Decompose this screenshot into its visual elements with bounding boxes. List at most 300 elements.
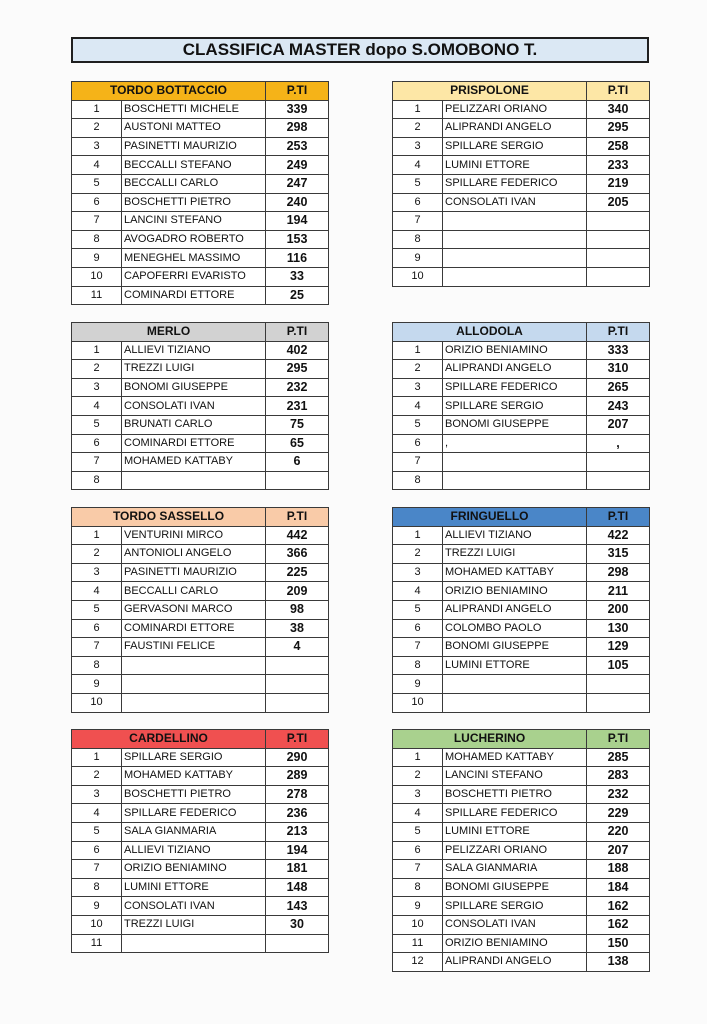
table-row — [72, 934, 329, 953]
name-cell: MOHAMED KATTABY — [443, 748, 587, 767]
points-cell: 188 — [587, 860, 650, 879]
points-cell: 184 — [587, 878, 650, 897]
page-title: CLASSIFICA MASTER dopo S.OMOBONO T. — [71, 37, 649, 63]
table-row — [393, 526, 650, 545]
position-cell: 2 — [393, 545, 443, 564]
name-cell: TREZZI LUIGI — [122, 915, 266, 934]
name-cell: TREZZI LUIGI — [122, 360, 266, 379]
name-cell — [443, 693, 587, 712]
position-cell: 2 — [72, 545, 122, 564]
position-cell: 7 — [72, 453, 122, 472]
table-row — [72, 860, 329, 879]
table-row — [393, 915, 650, 934]
table-header — [393, 82, 650, 101]
points-cell: 233 — [587, 156, 650, 175]
category-name: CARDELLINO — [72, 730, 266, 749]
position-cell: 10 — [393, 915, 443, 934]
table-allodola — [392, 322, 650, 490]
position-cell: 6 — [72, 841, 122, 860]
name-cell: LUMINI ETTORE — [443, 656, 587, 675]
name-cell: BONOMI GIUSEPPE — [443, 415, 587, 434]
table-merlo — [71, 322, 329, 490]
name-cell: MOHAMED KATTABY — [443, 563, 587, 582]
position-cell: 5 — [72, 174, 122, 193]
points-cell: 265 — [587, 378, 650, 397]
points-cell: 243 — [587, 397, 650, 416]
points-header: P.TI — [587, 323, 650, 342]
name-cell — [122, 471, 266, 490]
position-cell: 6 — [72, 619, 122, 638]
table-row — [72, 638, 329, 657]
table-row — [393, 785, 650, 804]
position-cell: 4 — [393, 397, 443, 416]
points-cell: 232 — [266, 378, 329, 397]
points-cell: 295 — [266, 360, 329, 379]
points-cell — [587, 212, 650, 231]
name-cell: FAUSTINI FELICE — [122, 638, 266, 657]
name-cell — [443, 267, 587, 286]
name-cell: , — [443, 434, 587, 453]
points-cell: 315 — [587, 545, 650, 564]
name-cell: SPILLARE FEDERICO — [443, 174, 587, 193]
table-row — [393, 193, 650, 212]
position-cell: 7 — [393, 453, 443, 472]
points-cell: 148 — [266, 878, 329, 897]
name-cell: CONSOLATI IVAN — [443, 193, 587, 212]
position-cell: 1 — [72, 748, 122, 767]
table-header — [72, 323, 329, 342]
position-cell: 7 — [72, 638, 122, 657]
points-cell: 249 — [266, 156, 329, 175]
table-row — [72, 267, 329, 286]
points-cell: 205 — [587, 193, 650, 212]
points-cell: 247 — [266, 174, 329, 193]
points-cell: 162 — [587, 897, 650, 916]
position-cell: 11 — [72, 934, 122, 953]
points-cell: 207 — [587, 841, 650, 860]
position-cell: 5 — [393, 822, 443, 841]
table-row — [393, 675, 650, 694]
table-row — [72, 415, 329, 434]
name-cell — [122, 675, 266, 694]
table-row — [393, 137, 650, 156]
position-cell: 2 — [393, 360, 443, 379]
name-cell: BECCALLI CARLO — [122, 174, 266, 193]
name-cell — [443, 675, 587, 694]
points-cell: 116 — [266, 249, 329, 268]
name-cell: BONOMI GIUSEPPE — [443, 878, 587, 897]
position-cell: 9 — [393, 249, 443, 268]
position-cell: 12 — [393, 953, 443, 972]
name-cell: MOHAMED KATTABY — [122, 767, 266, 786]
points-cell: 181 — [266, 860, 329, 879]
points-cell: 229 — [587, 804, 650, 823]
points-cell: 290 — [266, 748, 329, 767]
table-fringuello — [392, 507, 650, 713]
position-cell: 6 — [393, 841, 443, 860]
table-row — [72, 785, 329, 804]
position-cell: 1 — [393, 341, 443, 360]
position-cell: 3 — [72, 137, 122, 156]
table-row — [393, 748, 650, 767]
table-row — [393, 822, 650, 841]
table-row — [72, 156, 329, 175]
table-row — [72, 822, 329, 841]
table-row — [393, 341, 650, 360]
position-cell: 4 — [72, 804, 122, 823]
points-cell — [266, 656, 329, 675]
points-cell — [266, 693, 329, 712]
position-cell: 1 — [393, 526, 443, 545]
points-cell: 310 — [587, 360, 650, 379]
points-cell: 253 — [266, 137, 329, 156]
position-cell: 10 — [72, 693, 122, 712]
position-cell: 3 — [393, 563, 443, 582]
table-row — [393, 212, 650, 231]
table-tordo-bottaccio — [71, 81, 329, 305]
position-cell: 8 — [393, 878, 443, 897]
position-cell: 9 — [393, 675, 443, 694]
points-cell — [587, 693, 650, 712]
name-cell: SPILLARE FEDERICO — [443, 804, 587, 823]
name-cell: ALLIEVI TIZIANO — [122, 841, 266, 860]
name-cell: BOSCHETTI PIETRO — [122, 193, 266, 212]
name-cell: MOHAMED KATTABY — [122, 453, 266, 472]
points-cell: 75 — [266, 415, 329, 434]
table-row — [72, 878, 329, 897]
table-row — [72, 360, 329, 379]
points-cell: 340 — [587, 100, 650, 119]
position-cell: 8 — [72, 230, 122, 249]
name-cell: LANCINI STEFANO — [122, 212, 266, 231]
points-cell: 38 — [266, 619, 329, 638]
name-cell: PASINETTI MAURIZIO — [122, 563, 266, 582]
table-row — [72, 230, 329, 249]
points-header: P.TI — [266, 730, 329, 749]
table-row — [72, 675, 329, 694]
table-row — [393, 100, 650, 119]
table-row — [72, 563, 329, 582]
table-row — [393, 841, 650, 860]
position-cell: 10 — [72, 267, 122, 286]
points-cell — [266, 934, 329, 953]
name-cell: ALIPRANDI ANGELO — [443, 953, 587, 972]
table-row — [72, 767, 329, 786]
name-cell: CONSOLATI IVAN — [122, 397, 266, 416]
points-cell: 232 — [587, 785, 650, 804]
position-cell: 4 — [393, 156, 443, 175]
category-name: PRISPOLONE — [393, 82, 587, 101]
table-row — [393, 600, 650, 619]
position-cell: 4 — [393, 804, 443, 823]
position-cell: 5 — [72, 415, 122, 434]
points-cell: 258 — [587, 137, 650, 156]
points-cell: 30 — [266, 915, 329, 934]
name-cell: PELIZZARI ORIANO — [443, 100, 587, 119]
points-cell: 130 — [587, 619, 650, 638]
table-row — [393, 934, 650, 953]
table-row — [72, 619, 329, 638]
table-row — [72, 526, 329, 545]
position-cell: 3 — [393, 137, 443, 156]
table-row — [393, 767, 650, 786]
points-cell: 289 — [266, 767, 329, 786]
points-cell: 6 — [266, 453, 329, 472]
name-cell: SPILLARE SERGIO — [122, 748, 266, 767]
points-header: P.TI — [587, 82, 650, 101]
name-cell: PASINETTI MAURIZIO — [122, 137, 266, 156]
position-cell: 2 — [72, 360, 122, 379]
position-cell: 8 — [393, 656, 443, 675]
table-row — [393, 230, 650, 249]
position-cell: 4 — [393, 582, 443, 601]
category-name: FRINGUELLO — [393, 508, 587, 527]
name-cell: ORIZIO BENIAMINO — [443, 934, 587, 953]
position-cell: 6 — [72, 193, 122, 212]
position-cell: 9 — [72, 675, 122, 694]
points-cell: 194 — [266, 841, 329, 860]
name-cell: CONSOLATI IVAN — [122, 897, 266, 916]
position-cell: 3 — [72, 563, 122, 582]
points-header: P.TI — [587, 508, 650, 527]
name-cell: SPILLARE FEDERICO — [122, 804, 266, 823]
table-row — [72, 471, 329, 490]
name-cell: LUMINI ETTORE — [443, 156, 587, 175]
position-cell: 7 — [393, 638, 443, 657]
points-cell: 285 — [587, 748, 650, 767]
table-row — [72, 748, 329, 767]
points-cell: 129 — [587, 638, 650, 657]
name-cell: ALIPRANDI ANGELO — [443, 360, 587, 379]
table-header — [72, 730, 329, 749]
points-cell: 298 — [266, 119, 329, 138]
table-row — [393, 174, 650, 193]
points-cell: 150 — [587, 934, 650, 953]
position-cell: 3 — [393, 378, 443, 397]
name-cell: ORIZIO BENIAMINO — [122, 860, 266, 879]
points-cell — [587, 230, 650, 249]
position-cell: 5 — [393, 415, 443, 434]
table-row — [72, 193, 329, 212]
name-cell: ALLIEVI TIZIANO — [443, 526, 587, 545]
name-cell: CONSOLATI IVAN — [443, 915, 587, 934]
points-cell: 422 — [587, 526, 650, 545]
name-cell: SPILLARE SERGIO — [443, 897, 587, 916]
table-lucherino — [392, 729, 650, 972]
table-row — [72, 693, 329, 712]
points-cell: 25 — [266, 286, 329, 305]
name-cell: SPILLARE SERGIO — [443, 397, 587, 416]
name-cell: SPILLARE FEDERICO — [443, 378, 587, 397]
points-cell: 138 — [587, 953, 650, 972]
name-cell: COMINARDI ETTORE — [122, 619, 266, 638]
table-row — [393, 415, 650, 434]
table-row — [72, 656, 329, 675]
table-row — [393, 953, 650, 972]
points-cell — [266, 675, 329, 694]
points-cell: 65 — [266, 434, 329, 453]
table-header — [72, 508, 329, 527]
points-cell: 402 — [266, 341, 329, 360]
name-cell: LUMINI ETTORE — [443, 822, 587, 841]
position-cell: 8 — [393, 471, 443, 490]
category-name: ALLODOLA — [393, 323, 587, 342]
name-cell — [443, 230, 587, 249]
table-row — [72, 249, 329, 268]
points-cell: 333 — [587, 341, 650, 360]
table-row — [72, 174, 329, 193]
table-tordo-sassello — [71, 507, 329, 713]
name-cell: COMINARDI ETTORE — [122, 434, 266, 453]
points-header: P.TI — [266, 82, 329, 101]
position-cell: 7 — [393, 860, 443, 879]
points-cell: 200 — [587, 600, 650, 619]
name-cell: BONOMI GIUSEPPE — [443, 638, 587, 657]
position-cell: 3 — [393, 785, 443, 804]
points-cell: 236 — [266, 804, 329, 823]
position-cell: 7 — [72, 860, 122, 879]
position-cell: 6 — [393, 434, 443, 453]
position-cell: 5 — [72, 600, 122, 619]
position-cell: 11 — [393, 934, 443, 953]
name-cell: BONOMI GIUSEPPE — [122, 378, 266, 397]
points-cell: 211 — [587, 582, 650, 601]
table-header — [393, 323, 650, 342]
position-cell: 10 — [72, 915, 122, 934]
table-row — [72, 286, 329, 305]
points-cell: 283 — [587, 767, 650, 786]
position-cell: 3 — [72, 785, 122, 804]
position-cell: 1 — [72, 100, 122, 119]
position-cell: 6 — [72, 434, 122, 453]
name-cell — [122, 656, 266, 675]
position-cell: 10 — [393, 693, 443, 712]
name-cell: TREZZI LUIGI — [443, 545, 587, 564]
table-row — [393, 878, 650, 897]
table-row — [72, 137, 329, 156]
name-cell: BECCALLI STEFANO — [122, 156, 266, 175]
name-cell: VENTURINI MIRCO — [122, 526, 266, 545]
position-cell: 9 — [72, 249, 122, 268]
name-cell: GERVASONI MARCO — [122, 600, 266, 619]
points-cell — [587, 453, 650, 472]
position-cell: 9 — [72, 897, 122, 916]
table-row — [72, 915, 329, 934]
name-cell — [122, 934, 266, 953]
points-cell: 298 — [587, 563, 650, 582]
position-cell: 2 — [72, 119, 122, 138]
points-cell: 162 — [587, 915, 650, 934]
position-cell: 8 — [393, 230, 443, 249]
name-cell: BOSCHETTI PIETRO — [443, 785, 587, 804]
table-row — [393, 860, 650, 879]
position-cell: 4 — [72, 397, 122, 416]
points-cell: 220 — [587, 822, 650, 841]
table-row — [393, 267, 650, 286]
points-cell: 143 — [266, 897, 329, 916]
points-cell — [266, 471, 329, 490]
points-cell: 442 — [266, 526, 329, 545]
name-cell: ALIPRANDI ANGELO — [443, 600, 587, 619]
name-cell: AUSTONI MATTEO — [122, 119, 266, 138]
points-cell — [587, 267, 650, 286]
points-cell: 33 — [266, 267, 329, 286]
name-cell: ALLIEVI TIZIANO — [122, 341, 266, 360]
table-row — [393, 563, 650, 582]
points-cell — [587, 471, 650, 490]
name-cell: MENEGHEL MASSIMO — [122, 249, 266, 268]
position-cell: 5 — [393, 174, 443, 193]
name-cell: ALIPRANDI ANGELO — [443, 119, 587, 138]
points-cell: 278 — [266, 785, 329, 804]
table-row — [72, 119, 329, 138]
category-name: TORDO SASSELLO — [72, 508, 266, 527]
name-cell: PELIZZARI ORIANO — [443, 841, 587, 860]
table-row — [393, 804, 650, 823]
position-cell: 6 — [393, 619, 443, 638]
points-cell: 4 — [266, 638, 329, 657]
name-cell: ORIZIO BENIAMINO — [443, 341, 587, 360]
name-cell: SPILLARE SERGIO — [443, 137, 587, 156]
table-header — [393, 508, 650, 527]
position-cell: 7 — [72, 212, 122, 231]
points-cell: 295 — [587, 119, 650, 138]
table-row — [72, 804, 329, 823]
name-cell: COLOMBO PAOLO — [443, 619, 587, 638]
table-row — [393, 156, 650, 175]
points-cell: 153 — [266, 230, 329, 249]
position-cell: 8 — [72, 878, 122, 897]
table-row — [393, 119, 650, 138]
position-cell: 1 — [393, 100, 443, 119]
position-cell: 2 — [72, 767, 122, 786]
name-cell: COMINARDI ETTORE — [122, 286, 266, 305]
name-cell — [443, 471, 587, 490]
table-row — [393, 434, 650, 453]
points-cell: 194 — [266, 212, 329, 231]
table-row — [393, 582, 650, 601]
position-cell: 2 — [393, 767, 443, 786]
position-cell: 7 — [393, 212, 443, 231]
category-name: MERLO — [72, 323, 266, 342]
table-row — [393, 360, 650, 379]
name-cell: LANCINI STEFANO — [443, 767, 587, 786]
points-header: P.TI — [266, 508, 329, 527]
points-cell: 105 — [587, 656, 650, 675]
name-cell: ORIZIO BENIAMINO — [443, 582, 587, 601]
points-cell: 366 — [266, 545, 329, 564]
position-cell: 8 — [72, 471, 122, 490]
table-row — [72, 453, 329, 472]
table-row — [393, 471, 650, 490]
name-cell — [443, 453, 587, 472]
name-cell — [443, 249, 587, 268]
table-row — [393, 249, 650, 268]
position-cell: 8 — [72, 656, 122, 675]
table-row — [72, 212, 329, 231]
table-row — [72, 600, 329, 619]
table-row — [393, 397, 650, 416]
position-cell: 6 — [393, 193, 443, 212]
points-cell: 225 — [266, 563, 329, 582]
position-cell: 2 — [393, 119, 443, 138]
points-cell — [587, 249, 650, 268]
name-cell: CAPOFERRI EVARISTO — [122, 267, 266, 286]
table-row — [393, 453, 650, 472]
position-cell: 10 — [393, 267, 443, 286]
points-header: P.TI — [266, 323, 329, 342]
position-cell: 3 — [72, 378, 122, 397]
